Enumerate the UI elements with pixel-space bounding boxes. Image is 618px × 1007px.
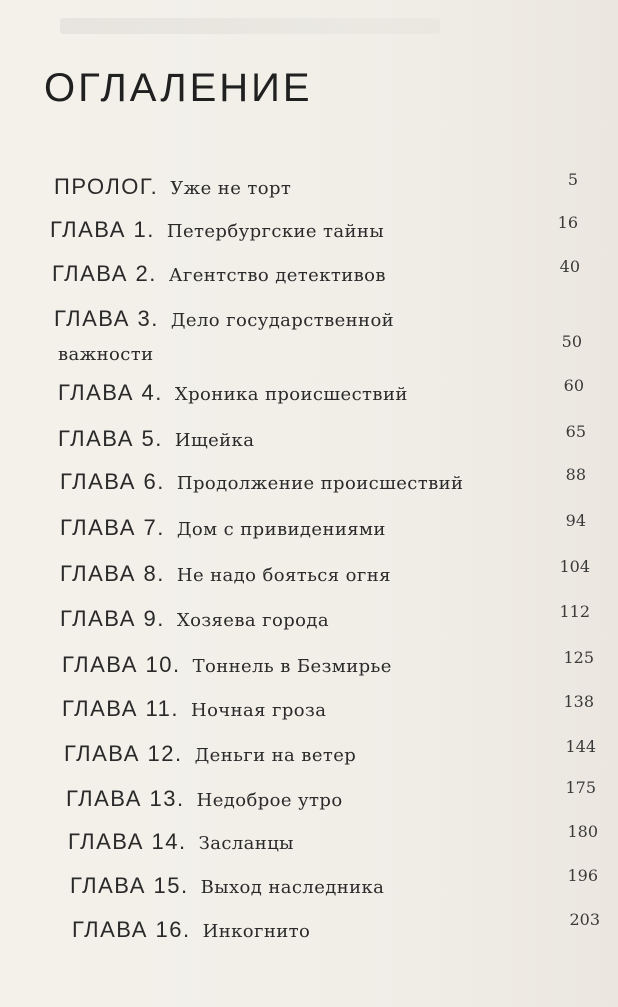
toc-chapter-label: ГЛАВА 15. (70, 873, 189, 898)
toc-chapter-title: Продолжение происшествий (176, 473, 464, 494)
toc-chapter-label: ГЛАВА 16. (72, 917, 191, 942)
toc-chapter-title: Тоннель в Безмирье (192, 656, 392, 677)
toc-entry (60, 469, 463, 495)
toc-page-number: 60 (563, 376, 584, 395)
toc-page-number: 144 (565, 737, 596, 756)
toc-entry (60, 606, 329, 632)
toc-chapter-title: Уже не торт (170, 178, 292, 199)
toc-chapter-title: Хроника происшествий (174, 384, 408, 405)
toc-chapter-title: Агентство детективов (168, 265, 386, 286)
toc-chapter-title: Деньги на ветер (194, 745, 357, 766)
toc-chapter-label: ГЛАВА 2. (52, 261, 157, 286)
toc-chapter-label: ГЛАВА 11. (62, 696, 179, 721)
toc-page-number: 196 (567, 866, 598, 885)
toc-page-number: 175 (565, 778, 596, 797)
toc-chapter-label: ГЛАВА 6. (60, 469, 165, 494)
toc-entry (68, 829, 294, 855)
toc-chapter-title: Петербургские тайны (166, 221, 385, 242)
toc-entry (66, 786, 343, 812)
toc-page-number: 94 (565, 511, 586, 530)
toc-chapter-label: ГЛАВА 12. (64, 741, 183, 766)
toc-page-number: 112 (559, 602, 590, 621)
toc-entry (58, 426, 254, 452)
toc-page-number: 16 (557, 213, 578, 232)
toc-chapter-title: Засланцы (198, 833, 294, 854)
toc-chapter-title: Выход наследника (200, 877, 385, 898)
toc-chapter-label: ГЛАВА 4. (58, 380, 163, 405)
toc-page-number: 180 (567, 822, 598, 841)
toc-entry (70, 873, 384, 899)
toc-entry (62, 652, 392, 678)
toc-chapter-title: Не надо бояться огня (176, 565, 391, 586)
toc-entry (54, 174, 291, 200)
toc-entry (72, 917, 310, 943)
toc-chapter-label: ГЛАВА 5. (58, 426, 163, 451)
toc-entry (60, 515, 386, 541)
toc-chapter-title-continued: важности (58, 344, 154, 365)
toc-page-number: 40 (559, 257, 580, 276)
toc-chapter-title: Дело государственной (170, 310, 395, 331)
toc-page-number: 138 (563, 692, 594, 711)
toc-page-number: 104 (559, 557, 590, 576)
toc-chapter-label: ГЛАВА 9. (60, 606, 165, 631)
toc-entry (52, 261, 386, 287)
toc-chapter-label: ГЛАВА 7. (60, 515, 165, 540)
toc-chapter-label: ГЛАВА 14. (68, 829, 187, 854)
page-title: ОГЛАЛЕНИЕ (44, 66, 313, 110)
toc-chapter-title: Ищейка (174, 430, 255, 451)
toc-chapter-title: Недоброе утро (196, 790, 343, 811)
toc-entry (60, 561, 391, 587)
toc-chapter-label: ГЛАВА 3. (54, 306, 159, 331)
toc-page-number: 125 (563, 648, 594, 667)
toc-entry (58, 380, 408, 406)
toc-page-number: 65 (565, 422, 586, 441)
toc-chapter-label: ГЛАВА 1. (50, 217, 155, 242)
toc-chapter-label: ГЛАВА 13. (66, 786, 185, 811)
toc-page-number: 5 (567, 170, 578, 189)
toc-entry (62, 696, 326, 722)
toc-page-number: 203 (569, 910, 600, 929)
toc-entry (50, 217, 384, 243)
toc-chapter-title: Инкогнито (202, 921, 311, 942)
toc-entry (54, 306, 394, 332)
toc-chapter-title: Дом с привидениями (176, 519, 386, 540)
toc-page-number: 50 (561, 332, 582, 351)
toc-entry (64, 741, 356, 767)
toc-chapter-label: ПРОЛОГ. (54, 174, 159, 199)
toc-page-number: 88 (565, 465, 586, 484)
toc-chapter-title: Ночная гроза (190, 700, 327, 721)
toc-chapter-title: Хозяева города (176, 610, 329, 631)
toc-chapter-label: ГЛАВА 8. (60, 561, 165, 586)
toc-chapter-label: ГЛАВА 10. (62, 652, 181, 677)
bleed-through-text (60, 18, 440, 34)
